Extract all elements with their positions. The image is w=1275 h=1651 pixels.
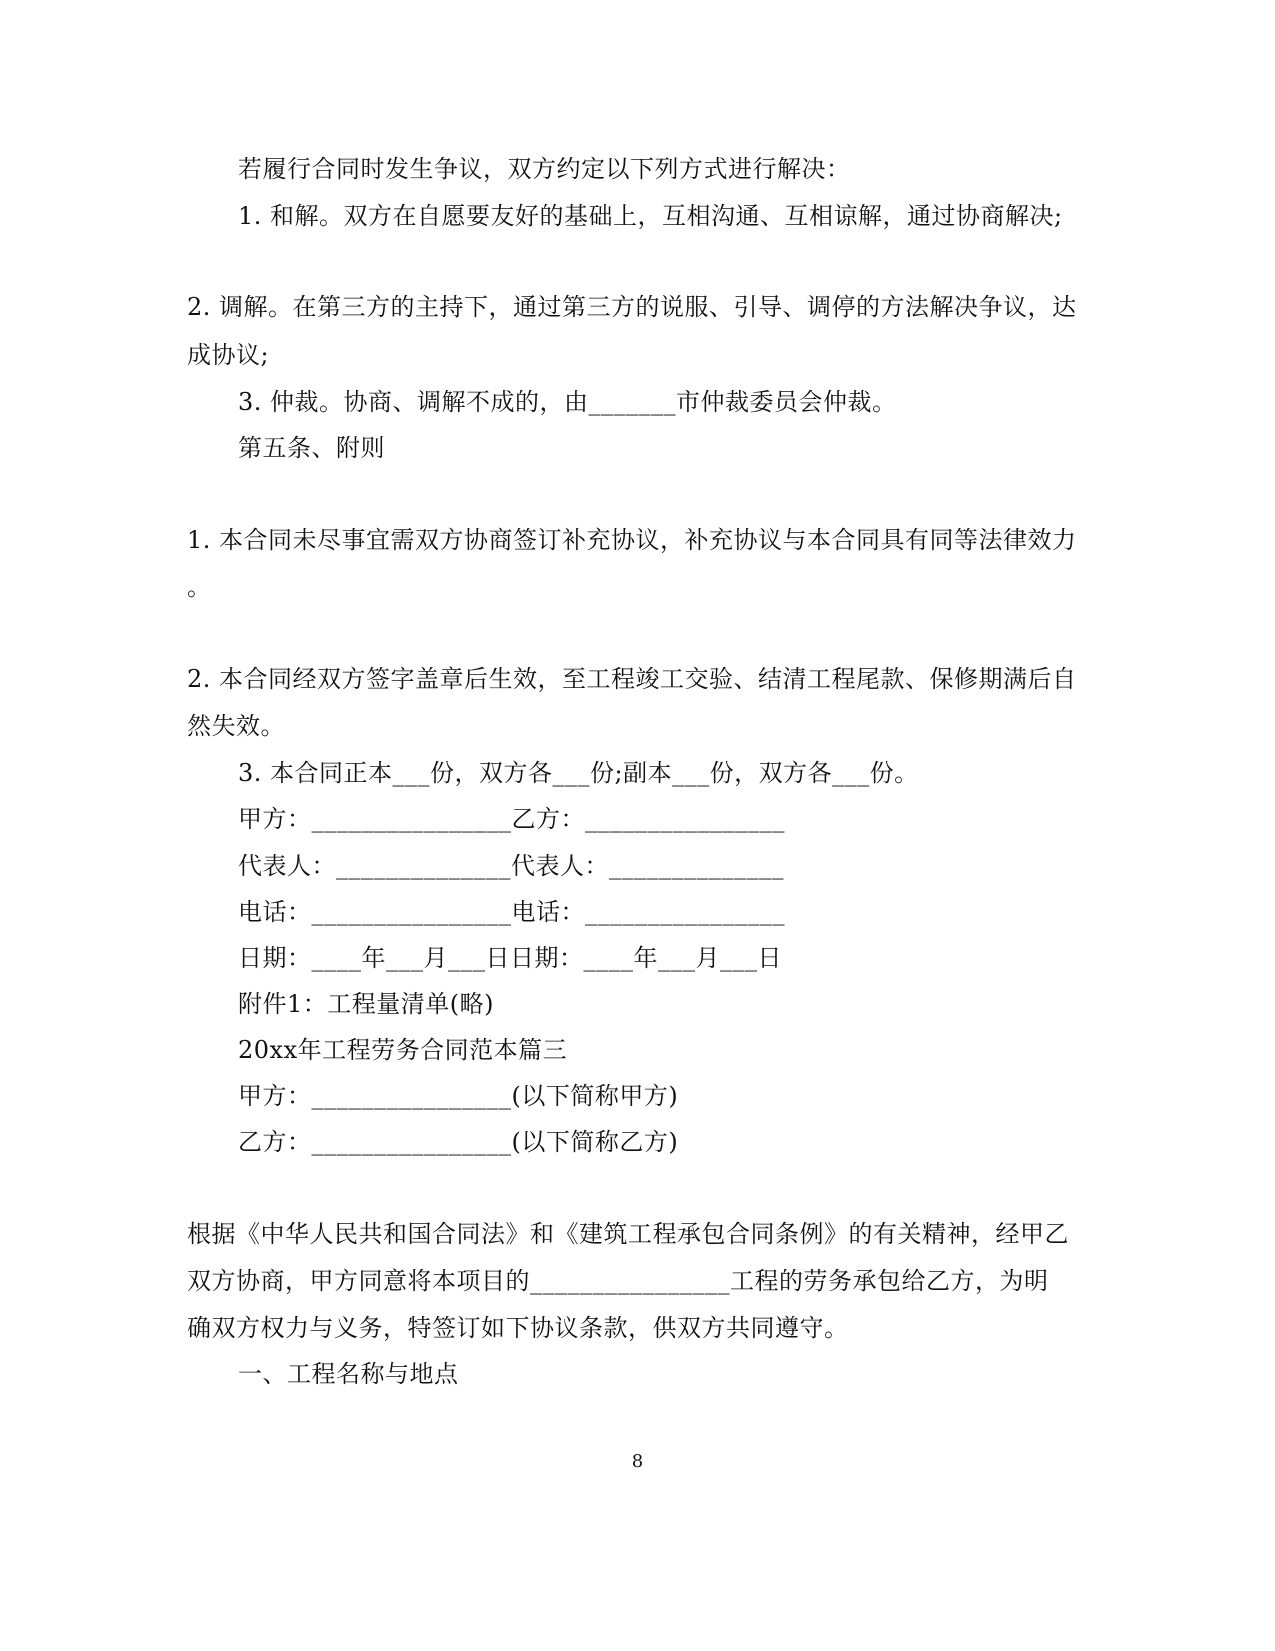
paragraph-copies: 3. 本合同正本___份，双方各___份;副本___份，双方各___份。 <box>238 759 919 787</box>
attachment-note: 附件1：工程量清单(略) <box>238 990 494 1018</box>
section-title-template-three: 20xx年工程劳务合同范本篇三 <box>238 1036 568 1064</box>
page-number: 8 <box>631 1451 644 1472</box>
section-heading-project-name: 一、工程名称与地点 <box>238 1360 459 1388</box>
paragraph-effective-line2: 然失效。 <box>187 712 285 740</box>
paragraph-supplement-line2: 。 <box>187 573 212 601</box>
paragraph-arbitration: 3. 仲裁。协商、调解不成的，由_______市仲裁委员会仲裁。 <box>238 388 897 416</box>
paragraph-mediation-line2: 成协议; <box>187 341 270 369</box>
signature-phones: 电话：________________电话：________________ <box>238 898 785 926</box>
party-a-line: 甲方：________________(以下简称甲方) <box>238 1082 679 1110</box>
paragraph-basis-line1: 根据《中华人民共和国合同法》和《建筑工程承包合同条例》的有关精神，经甲乙 <box>187 1220 1069 1248</box>
signature-dates: 日期：____年___月___日日期：____年___月___日 <box>238 944 782 972</box>
paragraph-mediation-line1: 2. 调解。在第三方的主持下，通过第三方的说服、引导、调停的方法解决争议，达 <box>187 293 1077 321</box>
paragraph-supplement-line1: 1. 本合同未尽事宜需双方协商签订补充协议，补充协议与本合同具有同等法律效力 <box>187 526 1077 554</box>
paragraph-basis-line3: 确双方权力与义务，特签订如下协议条款，供双方共同遵守。 <box>187 1314 849 1342</box>
section-heading-article-five: 第五条、附则 <box>238 434 385 462</box>
paragraph-basis-line2: 双方协商，甲方同意将本项目的________________工程的劳务承包给乙方，为明 <box>187 1267 1049 1295</box>
signature-representatives: 代表人：______________代表人：______________ <box>238 852 784 880</box>
paragraph-dispute-intro: 若履行合同时发生争议，双方约定以下列方式进行解决： <box>238 155 851 183</box>
paragraph-reconciliation: 1. 和解。双方在自愿要友好的基础上，互相沟通、互相谅解，通过协商解决; <box>238 202 1063 230</box>
party-b-line: 乙方：________________(以下简称乙方) <box>238 1128 679 1156</box>
signature-parties: 甲方：________________乙方：________________ <box>238 805 785 833</box>
paragraph-effective-line1: 2. 本合同经双方签字盖章后生效，至工程竣工交验、结清工程尾款、保修期满后自 <box>187 665 1077 693</box>
